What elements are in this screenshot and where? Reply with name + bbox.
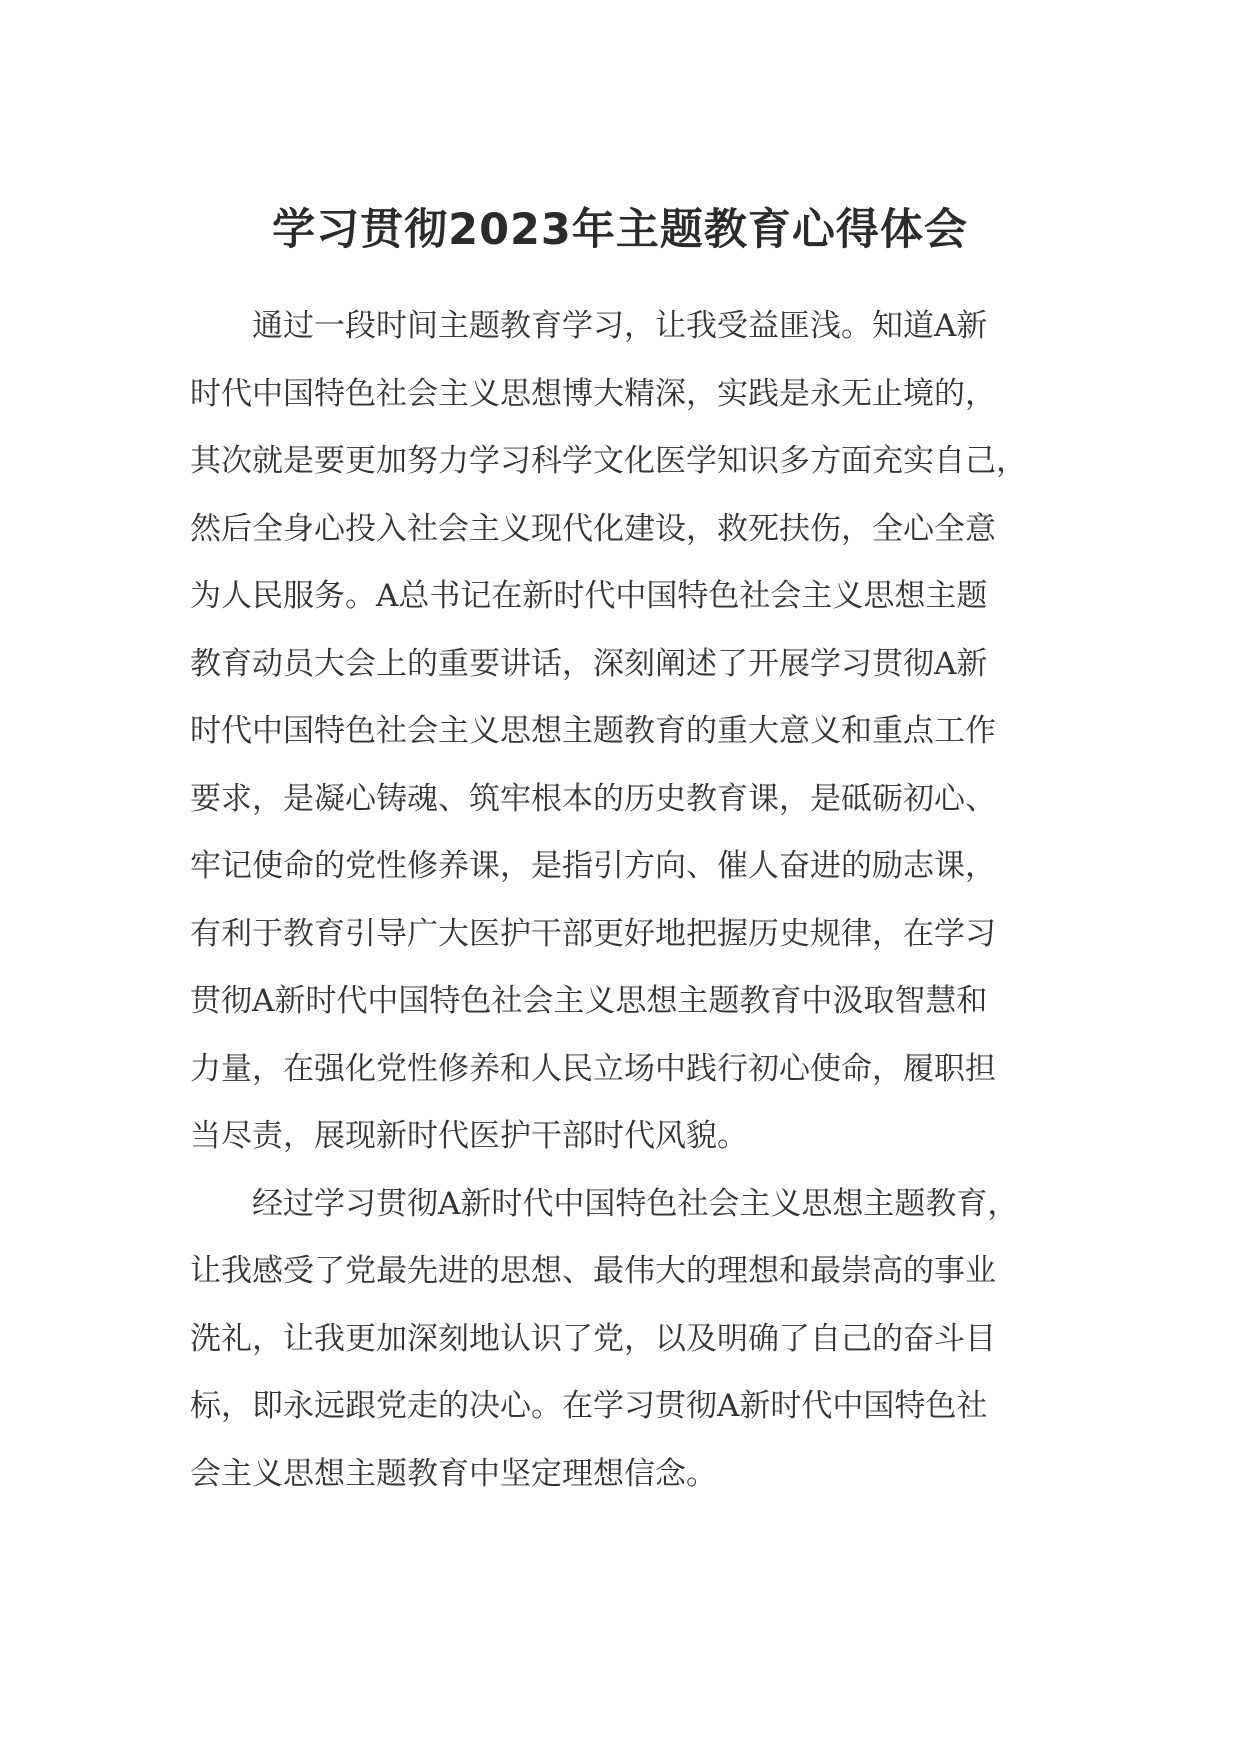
paragraph-line: 时代中国特色社会主义思想主题教育的重大意义和重点工作	[190, 713, 996, 749]
paragraph-line: 教育动员大会上的重要讲话，深刻阐述了开展学习贯彻A新	[190, 645, 988, 682]
paragraph-line: 为人民服务。A总书记在新时代中国特色社会主义思想主题	[190, 578, 988, 614]
document-title: 学习贯彻2023年主题教育心得体会	[272, 205, 968, 255]
paragraph-line: 会主义思想主题教育中坚定理想信念。	[190, 1455, 717, 1492]
paragraph-line: 贯彻A新时代中国特色社会主义思想主题教育中汲取智慧和	[190, 983, 988, 1019]
paragraph-line: 经过学习贯彻A新时代中国特色社会主义思想主题教育，	[252, 1185, 1019, 1222]
document-body	[190, 293, 1060, 1508]
paragraph-line: 然后全身心投入社会主义现代化建设，救死扶伤，全心全意	[190, 510, 996, 547]
paragraph-line: 时代中国特色社会主义思想博大精深，实践是永无止境的，	[190, 375, 996, 412]
paragraph-1	[190, 293, 1060, 1171]
paragraph-line: 当尽责，展现新时代医护干部时代风貌。	[190, 1118, 748, 1154]
paragraph-line: 洗礼，让我更加深刻地认识了党，以及明确了自己的奋斗目	[190, 1320, 996, 1357]
paragraph-line: 标，即永远跟党走的决心。在学习贯彻A新时代中国特色社	[190, 1388, 988, 1424]
paragraph-line: 通过一段时间主题教育学习，让我受益匪浅。知道A新	[252, 308, 988, 344]
paragraph-line: 让我感受了党最先进的思想、最伟大的理想和最崇高的事业	[190, 1253, 996, 1289]
paragraph-line: 牢记使命的党性修养课，是指引方向、催人奋进的励志课，	[190, 848, 996, 884]
paragraph-line: 力量，在强化党性修养和人民立场中践行初心使命，履职担	[190, 1050, 996, 1087]
paragraph-line: 要求，是凝心铸魂、筑牢根本的历史教育课，是砥砺初心、	[190, 780, 996, 817]
paragraph-2	[190, 1171, 1060, 1509]
paragraph-line: 有利于教育引导广大医护干部更好地把握历史规律，在学习	[190, 915, 996, 952]
paragraph-line: 其次就是要更加努力学习科学文化医学知识多方面充实自己，	[190, 443, 1027, 479]
